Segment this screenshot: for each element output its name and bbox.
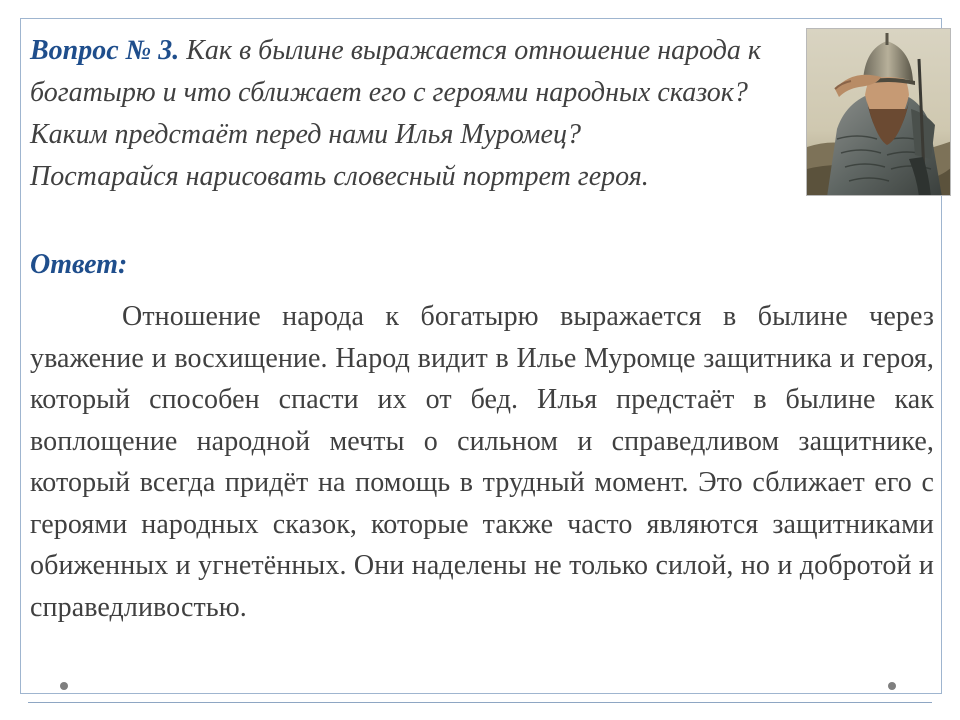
footer-divider [28, 702, 932, 703]
question-block [30, 30, 810, 198]
question-label: Вопрос № 3. [30, 35, 180, 66]
decorative-dot-right [888, 682, 896, 690]
answer-text: Отношение народа к богатырю выражается в былине через уважение и восхищение. Народ видит в Илье Муромце защитника и героя, который способен спасти их от бед. Илья предстаёт в былине как воплощение народной мечты о сильном и справедливом защитнике, который всегда придёт на помощь в трудный момент. Это сближает его с героями народных сказок, которые также часто являются защитниками обиженных и угнетённых. Они наделены не только силой, но и добротой и справедливостью. [30, 301, 934, 623]
bogatyr-portrait-illustration [807, 29, 951, 196]
decorative-dot-left [60, 682, 68, 690]
bogatyr-portrait-image [806, 28, 951, 196]
answer-label: Ответ: [30, 249, 128, 280]
question-task: Постарайся нарисовать словесный портрет героя. [30, 161, 649, 192]
question-text: Как в былине выражается отношение народа к богатырю и что сближает его с героями народных сказок? Каким предстаёт перед нами Илья Муромец? [30, 35, 762, 150]
